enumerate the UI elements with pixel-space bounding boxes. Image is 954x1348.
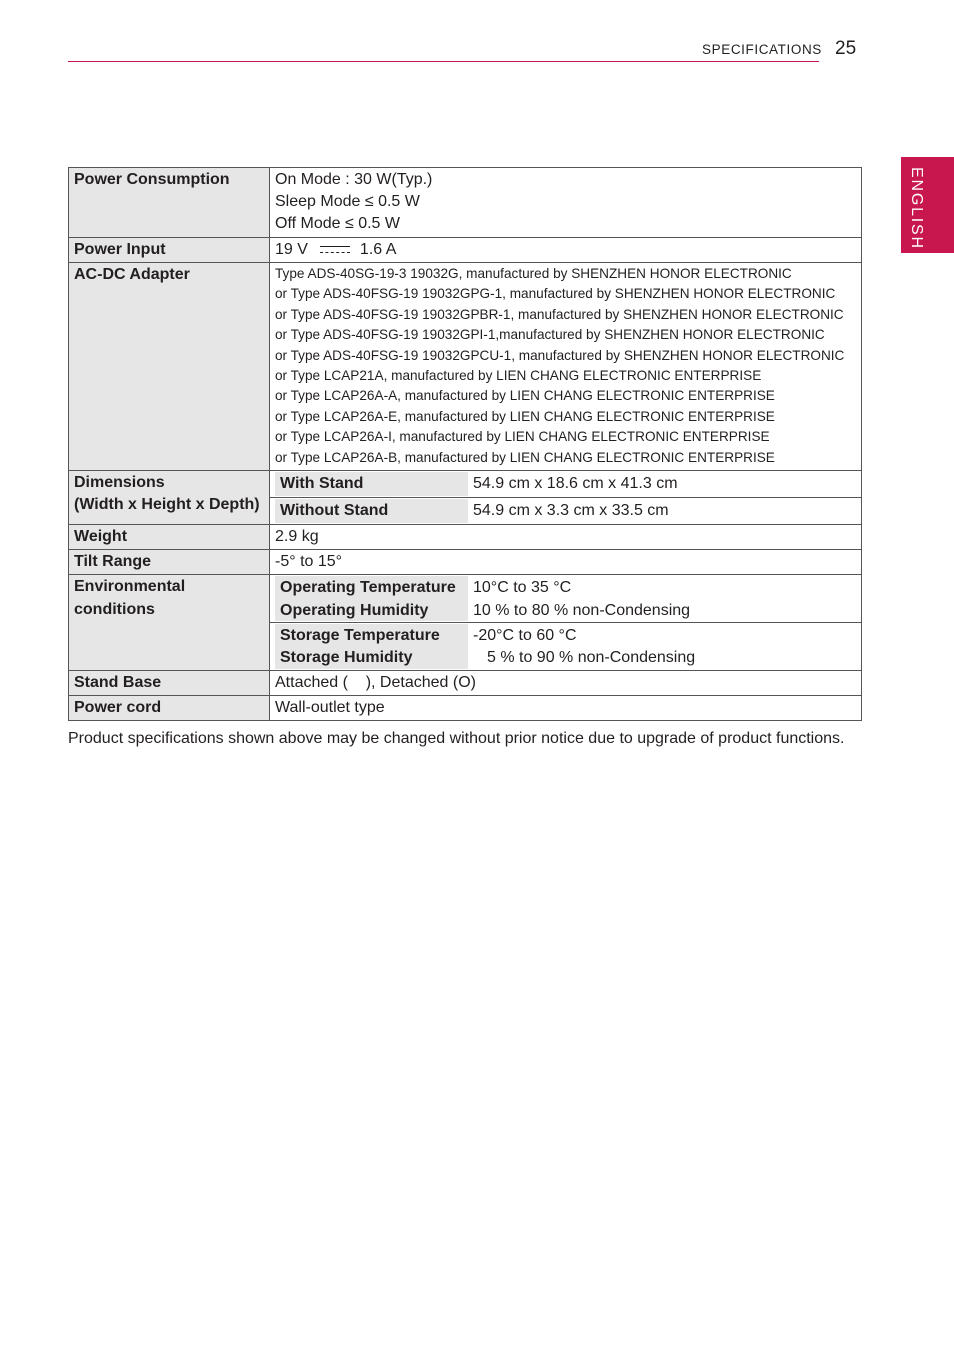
spec-value: Wall-outlet type <box>270 696 862 721</box>
adapter-line: or Type ADS-40FSG-19 19032GPBR-1, manufactured by SHENZHEN HONOR ELECTRONIC <box>275 306 844 322</box>
voltage-value: 19 V <box>275 241 308 258</box>
adapter-line: or Type LCAP21A, manufactured by LIEN CHANG ELECTRONIC ENTERPRISE <box>275 368 762 384</box>
op-hum-label: Operating Humidity <box>280 602 429 619</box>
spec-value <box>270 575 862 623</box>
spec-label-line: (Width x Height x Depth) <box>74 496 260 513</box>
language-tab <box>901 157 954 253</box>
adapter-line: Type ADS-40SG-19-3 19032G, manufactured by SHENZHEN HONOR ELECTRONIC <box>275 266 792 281</box>
spec-value <box>270 498 862 525</box>
spec-line: Sleep Mode ≤ 0.5 W <box>275 193 420 210</box>
without-stand-label: Without Stand <box>275 499 468 523</box>
spec-label: Power cord <box>69 696 270 721</box>
adapter-line: or Type LCAP26A-E, manufactured by LIEN CHANG ELECTRONIC ENTERPRISE <box>275 408 775 424</box>
with-stand-label: With Stand <box>275 472 468 496</box>
adapter-line: or Type ADS-40FSG-19 19032GPG-1, manufactured by SHENZHEN HONOR ELECTRONIC <box>275 286 836 302</box>
spec-label <box>69 575 270 671</box>
spec-label <box>69 471 270 525</box>
spec-label-line: conditions <box>74 601 155 618</box>
environment-values <box>468 576 856 621</box>
spec-row-tilt <box>69 550 862 575</box>
adapter-line: or Type LCAP26A-A, manufactured by LIEN CHANG ELECTRONIC ENTERPRISE <box>275 388 775 404</box>
spec-row-stand-base <box>69 671 862 696</box>
spec-label: Tilt Range <box>69 550 270 575</box>
adapter-line: or Type LCAP26A-I, manufactured by LIEN CHANG ELECTRONIC ENTERPRISE <box>275 429 770 445</box>
environment-values <box>468 624 856 669</box>
current-value: 1.6 A <box>359 241 397 258</box>
environment-keys <box>275 576 468 621</box>
spec-row-power-input <box>69 238 862 263</box>
spec-value: Attached ( ), Detached (O) <box>270 671 862 696</box>
spec-value: -5° to 15° <box>270 550 862 575</box>
spec-line: Off Mode ≤ 0.5 W <box>275 215 400 232</box>
dimension-pair <box>275 472 856 496</box>
spec-row-dimensions <box>69 471 862 498</box>
spec-row-power-cord <box>69 696 862 721</box>
spec-label: Stand Base <box>69 671 270 696</box>
spec-row-environment <box>69 575 862 623</box>
section-title: SPECIFICATIONS <box>702 42 822 57</box>
spec-label-line: Dimensions <box>74 474 165 491</box>
st-hum-value: 5 % to 90 % non-Condensing <box>487 649 696 666</box>
adapter-line: or Type LCAP26A-B, manufactured by LIEN CHANG ELECTRONIC ENTERPRISE <box>275 449 775 465</box>
st-hum-label: Storage Humidity <box>280 649 413 666</box>
spec-value <box>270 623 862 671</box>
spec-label: Power Input <box>69 238 270 263</box>
st-temp-value: -20°C to 60 °C <box>473 627 577 644</box>
environment-pair <box>275 624 856 669</box>
specifications-table <box>68 167 862 721</box>
spec-label: Power Consumption <box>69 168 270 238</box>
spec-value <box>270 168 862 238</box>
language-tab-label: ENGLISH <box>908 167 925 250</box>
spec-row-adapter <box>69 263 862 471</box>
adapter-line: or Type ADS-40FSG-19 19032GPI-1,manufactured by SHENZHEN HONOR ELECTRONIC <box>275 327 825 343</box>
spec-value <box>270 263 862 471</box>
spec-value <box>270 238 862 263</box>
op-hum-value: 10 % to 80 % non-Condensing <box>473 602 691 619</box>
dimension-pair <box>275 499 856 523</box>
spec-label-line: Environmental <box>74 578 186 595</box>
op-temp-label: Operating Temperature <box>280 579 456 596</box>
spec-row-power-consumption <box>69 168 862 238</box>
without-stand-value: 54.9 cm x 3.3 cm x 33.5 cm <box>473 502 669 519</box>
spec-row-weight <box>69 525 862 550</box>
with-stand-value: 54.9 cm x 18.6 cm x 41.3 cm <box>473 475 678 492</box>
environment-pair <box>275 576 856 621</box>
spec-line: On Mode : 30 W(Typ.) <box>275 171 433 188</box>
st-temp-label: Storage Temperature <box>280 627 440 644</box>
page-number: 25 <box>835 38 857 59</box>
dc-symbol-icon <box>320 245 350 255</box>
op-temp-value: 10°C to 35 °C <box>473 579 572 596</box>
environment-keys <box>275 624 468 669</box>
spec-value: 2.9 kg <box>270 525 862 550</box>
spec-label: Weight <box>69 525 270 550</box>
header-divider <box>68 61 819 62</box>
spec-value <box>270 471 862 498</box>
adapter-line: or Type ADS-40FSG-19 19032GPCU-1, manufactured by SHENZHEN HONOR ELECTRONIC <box>275 347 845 363</box>
spec-label: AC-DC Adapter <box>69 263 270 471</box>
footnote: Product specifications shown above may be changed without prior notice due to upgrade of product functions. <box>68 730 845 747</box>
